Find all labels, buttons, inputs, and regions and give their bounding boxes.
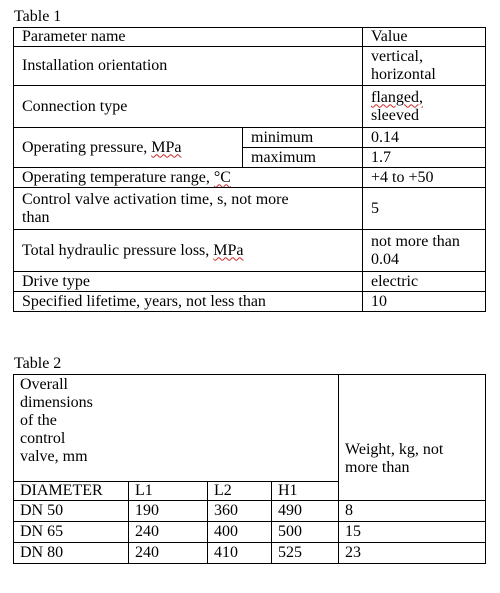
- header-line: more than: [345, 459, 410, 476]
- table2: [13, 374, 486, 564]
- col-l1: L1: [129, 482, 208, 501]
- cell-l1: 240: [129, 543, 208, 564]
- header-line: valve, mm: [20, 448, 88, 465]
- row-lifetime: [14, 292, 486, 312]
- row-pressure-loss: [14, 230, 486, 272]
- value-pressure-minimum: 0.14: [363, 128, 486, 148]
- col-diameter: DIAMETER: [14, 482, 129, 501]
- value-lifetime: 10: [363, 292, 486, 312]
- label-pressure-maximum: maximum: [243, 148, 363, 168]
- table-row: [14, 522, 486, 543]
- cell-h1: 490: [272, 501, 339, 522]
- header-line: Weight, kg, not: [345, 441, 444, 458]
- value-line: flanged,: [371, 88, 423, 106]
- value-connection-type: [363, 86, 486, 128]
- label-line: Control valve activation time, s, not more: [22, 190, 289, 208]
- value-installation-orientation: [363, 47, 486, 86]
- row-operating-temperature: [14, 168, 486, 188]
- value-pressure-maximum: 1.7: [363, 148, 486, 168]
- label-pressure-loss: [14, 230, 363, 272]
- row-connection-type: [14, 86, 486, 128]
- label-activation-time: [14, 188, 363, 230]
- col-l2: L2: [208, 482, 272, 501]
- col-h1: H1: [272, 482, 339, 501]
- cell-l2: 410: [208, 543, 272, 564]
- table1: [13, 27, 486, 312]
- value-operating-temperature: +4 to +50: [363, 168, 486, 188]
- cell-diameter: DN 50: [14, 501, 129, 522]
- value-drive-type: electric: [363, 272, 486, 292]
- label-text: Total hydraulic pressure loss,: [22, 241, 214, 259]
- cell-weight: 8: [339, 501, 486, 522]
- label-installation-orientation: Installation orientation: [14, 47, 363, 86]
- label-connection-type: Connection type: [14, 86, 363, 128]
- cell-diameter: DN 80: [14, 543, 129, 564]
- header-weight: [339, 375, 486, 501]
- value-line: horizontal: [371, 66, 436, 83]
- value-line: sleeved: [371, 106, 419, 124]
- table1-header-row: [14, 28, 486, 47]
- unit-mpa: MPa: [151, 138, 182, 156]
- value-line: vertical,: [371, 48, 423, 65]
- table2-caption: Table 2: [14, 355, 62, 372]
- label-text: Operating pressure,: [22, 138, 152, 156]
- label-operating-temperature: [14, 168, 363, 188]
- unit-celsius: °C: [213, 168, 231, 186]
- table-row: [14, 543, 486, 564]
- row-installation-orientation: [14, 47, 486, 86]
- table-row: [14, 501, 486, 522]
- header-line: Overall: [20, 376, 68, 393]
- header-line: dimensions: [20, 394, 93, 411]
- header-value: Value: [363, 28, 486, 47]
- header-line: control: [20, 430, 66, 447]
- header-line: of the: [20, 412, 57, 429]
- table1-caption: Table 1: [14, 8, 62, 25]
- cell-h1: 525: [272, 543, 339, 564]
- cell-l2: 400: [208, 522, 272, 543]
- cell-h1: 500: [272, 522, 339, 543]
- row-drive-type: [14, 272, 486, 292]
- header-param-name: Parameter name: [14, 28, 363, 47]
- value-line: not more than: [371, 232, 460, 250]
- value-line: 0.04: [371, 250, 399, 268]
- row-activation-time: [14, 188, 486, 230]
- header-overall-dimensions: [14, 375, 339, 482]
- cell-weight: 15: [339, 522, 486, 543]
- label-drive-type: Drive type: [14, 272, 363, 292]
- value-activation-time: 5: [363, 188, 486, 230]
- row-operating-pressure-min: [14, 128, 486, 148]
- cell-weight: 23: [339, 543, 486, 564]
- cell-l1: 240: [129, 522, 208, 543]
- table2-header-row: [14, 375, 486, 482]
- cell-l1: 190: [129, 501, 208, 522]
- label-line: than: [22, 208, 50, 226]
- label-pressure-minimum: minimum: [243, 128, 363, 148]
- label-operating-pressure: [14, 128, 243, 168]
- label-lifetime: Specified lifetime, years, not less than: [14, 292, 363, 312]
- value-pressure-loss: [363, 230, 486, 272]
- cell-l2: 360: [208, 501, 272, 522]
- label-text: Operating temperature range,: [22, 168, 214, 186]
- unit-mpa: MPa: [213, 241, 244, 259]
- cell-diameter: DN 65: [14, 522, 129, 543]
